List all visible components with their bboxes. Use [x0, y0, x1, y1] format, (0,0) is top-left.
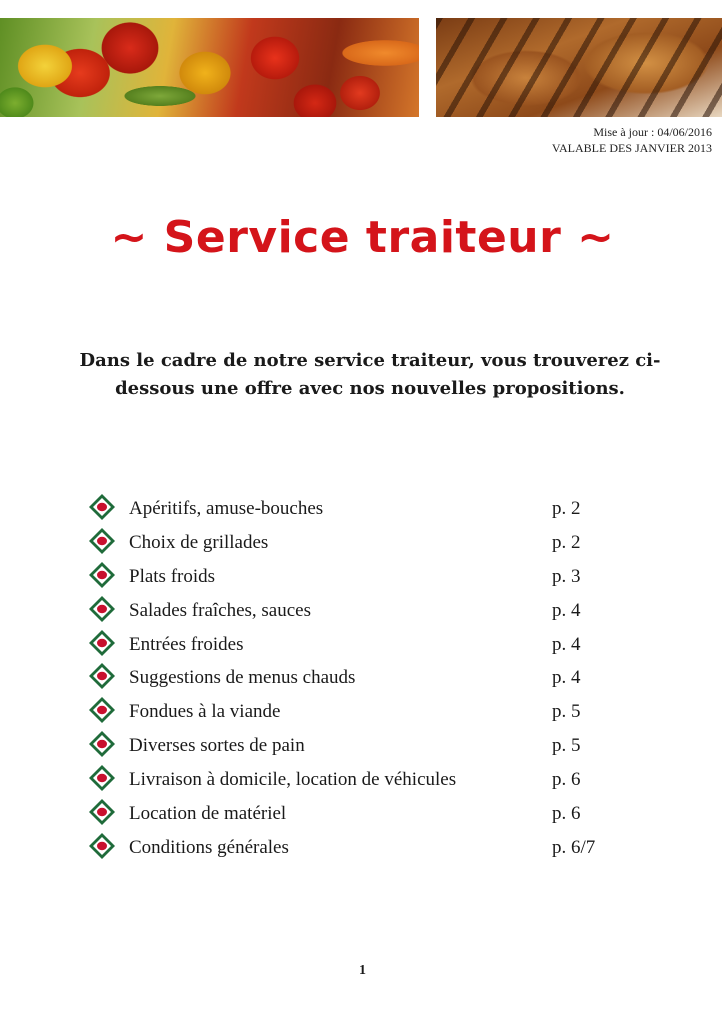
toc-row	[88, 497, 648, 531]
page-title: ~ Service traiteur ~	[110, 212, 615, 263]
toc-row	[88, 734, 648, 768]
diamond-bullet-icon	[88, 764, 116, 792]
toc-row	[88, 565, 648, 599]
update-date: Mise à jour : 04/06/2016	[593, 125, 712, 139]
toc-item-page: p. 5	[552, 701, 581, 723]
diamond-bullet-icon	[88, 730, 116, 758]
diamond-bullet-icon	[88, 662, 116, 690]
vegetables-photo	[0, 18, 419, 117]
toc-item-page: p. 2	[552, 498, 581, 519]
diamond-bullet-icon	[88, 527, 116, 555]
document-meta	[552, 124, 712, 156]
page-number: 1	[359, 963, 366, 978]
toc-item-page: p. 6	[552, 769, 581, 791]
toc-item-label: Choix de grillades	[129, 531, 269, 553]
diamond-bullet-icon	[88, 696, 116, 724]
toc-item-label: Salades fraîches, sauces	[129, 599, 312, 621]
toc-item-label: Livraison à domicile, location de véhicules	[129, 769, 457, 791]
grilled-meat-photo	[436, 18, 722, 117]
toc-row	[88, 666, 648, 700]
toc-item-page: p. 4	[552, 667, 581, 689]
toc-item-label: Conditions générales	[129, 836, 289, 858]
toc-row	[88, 700, 648, 734]
toc-item-page: p. 2	[552, 531, 581, 553]
toc-row	[88, 836, 648, 870]
diamond-bullet-icon	[88, 629, 116, 657]
toc-row	[88, 599, 648, 633]
diamond-bullet-icon	[88, 832, 116, 860]
toc-item-page: p. 6/7	[552, 836, 596, 858]
toc-item-page: p. 6	[552, 803, 581, 825]
toc-row	[88, 802, 648, 836]
toc-item-page: p. 4	[552, 633, 581, 655]
toc-item-label: Entrées froides	[129, 633, 244, 655]
intro-text: Dans le cadre de notre service traiteur, vous trouverez ci-dessous une offre avec nos nouvelles propositions.	[79, 350, 661, 399]
toc-item-label: Apéritifs, amuse-bouches	[129, 498, 324, 519]
table-of-contents	[88, 497, 648, 870]
diamond-bullet-icon	[88, 595, 116, 623]
toc-item-label: Diverses sortes de pain	[129, 735, 305, 757]
toc-item-label: Suggestions de menus chauds	[129, 667, 356, 689]
validity-note: VALABLE DES JANVIER 2013	[551, 141, 712, 155]
diamond-bullet-icon	[88, 493, 116, 521]
toc-row	[88, 768, 648, 802]
toc-item-page: p. 5	[552, 735, 581, 757]
toc-item-page: p. 4	[552, 599, 581, 621]
toc-item-label: Plats froids	[129, 565, 216, 587]
toc-item-label: Location de matériel	[129, 803, 287, 825]
toc-item-label: Fondues à la viande	[129, 701, 281, 723]
diamond-bullet-icon	[88, 561, 116, 589]
toc-item-page: p. 3	[552, 565, 581, 587]
toc-row	[88, 531, 648, 565]
diamond-bullet-icon	[88, 798, 116, 826]
toc-row	[88, 633, 648, 667]
